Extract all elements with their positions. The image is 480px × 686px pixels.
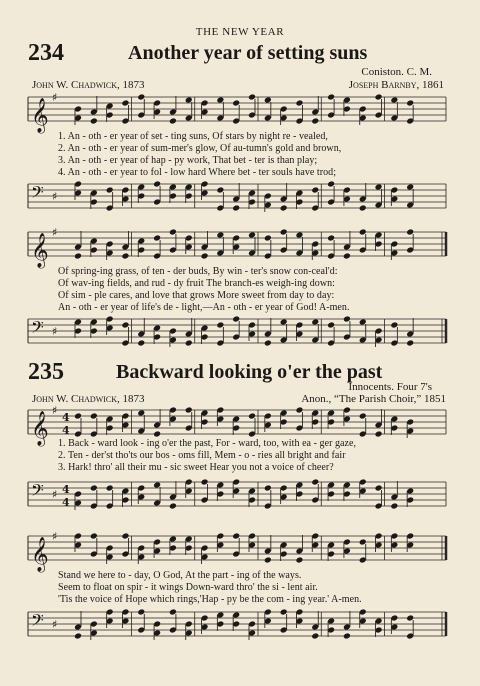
lyric-line: 2. Ten - der'st tho'ts our bos - oms fill, Mem - o - ries all bright and fair — [58, 450, 346, 461]
time-signature-top: 4 — [62, 411, 70, 424]
lyric-line: 2. An - oth - er year of sum-mer's glow, Of au-tumn's gold and brown, — [58, 143, 342, 154]
note-head — [137, 340, 145, 347]
time-signature-bottom: 4 — [62, 424, 70, 437]
note-head — [74, 633, 82, 640]
note-head — [264, 340, 272, 347]
bass-staff — [0, 313, 480, 353]
lyric-line: An - oth - er year of life's de - light,—An - oth - er year of God! A-men. — [58, 302, 350, 313]
note-head — [311, 118, 319, 125]
lyric-line: 3. Hark! thro' all their mu - sic sweet Hear you not a voice of cheer? — [58, 462, 334, 473]
treble-staff — [0, 91, 480, 131]
note-head — [311, 633, 319, 640]
note-head — [153, 431, 161, 438]
note-head — [232, 205, 240, 212]
note-head — [121, 253, 129, 260]
note-head — [74, 253, 82, 260]
note-head — [390, 503, 398, 510]
bass-clef-icon: 𝄢 — [31, 610, 44, 634]
lyric-line: Stand we here to - day, O God, At the part - ing of the ways. — [58, 570, 302, 581]
note-head — [343, 253, 351, 260]
bass-staff — [0, 178, 480, 218]
bass-clef-icon: 𝄢 — [31, 317, 44, 341]
sharp-icon: ♯ — [52, 325, 58, 338]
note-head — [343, 633, 351, 640]
note-head — [185, 340, 193, 347]
treble-staff — [0, 226, 480, 266]
tune-meta: Coniston. C. M. — [361, 66, 432, 78]
time-signature-top: 4 — [62, 483, 70, 496]
note-head — [295, 557, 303, 564]
bass-clef-icon: 𝄢 — [31, 182, 44, 206]
treble-clef-icon: 𝄞 — [31, 537, 49, 572]
bass-clef-icon: 𝄢 — [31, 480, 44, 504]
sharp-icon: ♯ — [52, 488, 58, 501]
composer-credit: Joseph Barnby, 1861 — [348, 79, 444, 91]
treble-clef-icon: 𝄞 — [31, 411, 49, 446]
note-head — [264, 557, 272, 564]
bass-staff — [0, 476, 480, 516]
note-head — [169, 118, 177, 125]
lyric-line: 'Tis the voice of Hope which rings,'Hap - py be the com - ing year.' A-men. — [58, 594, 362, 605]
note-head — [201, 253, 209, 260]
time-signature-bottom: 4 — [62, 496, 70, 509]
lyric-line: Of spring-ing grass, of ten - der buds, By win - ter's snow con-ceal'd: — [58, 266, 338, 277]
sharp-icon: ♯ — [52, 91, 58, 104]
bass-staff — [0, 606, 480, 646]
note-head — [169, 503, 177, 510]
sharp-icon: ♯ — [52, 226, 58, 239]
author-credit: John W. Chadwick, 1873 — [32, 393, 145, 405]
lyric-line: Of sim - ple cares, and love that grows More sweet from day to day: — [58, 290, 335, 301]
hymn-title: Backward looking o'er the past — [116, 361, 383, 383]
sharp-icon: ♯ — [52, 190, 58, 203]
lyric-line: Of wav-ing fields, and rud - dy fruit The branch-es weigh-ing down: — [58, 278, 335, 289]
note-head — [90, 118, 98, 125]
lyric-line: 1. An - oth - er year of set - ting suns, Of stars by night re - vealed, — [58, 131, 328, 142]
sharp-icon: ♯ — [52, 618, 58, 631]
treble-clef-icon: 𝄞 — [31, 98, 49, 133]
author-credit: John W. Chadwick, 1873 — [32, 79, 145, 91]
note-head — [375, 431, 383, 438]
tune-meta: Innocents. Four 7's — [348, 381, 432, 393]
note-head — [280, 205, 288, 212]
lyric-line: 1. Back - ward look - ing o'er the past, For - ward, too, with ea - ger gaze, — [58, 438, 357, 449]
hymn-title: Another year of setting suns — [128, 42, 368, 64]
sharp-icon: ♯ — [52, 530, 58, 543]
hymn-number: 234 — [28, 40, 64, 66]
hymn-number: 235 — [28, 359, 64, 385]
note-head — [406, 340, 414, 347]
running-head: THE NEW YEAR — [195, 26, 285, 38]
lyric-line: Seem to float on spir - it wings Down-ward thro' the si - lent air. — [58, 582, 318, 593]
lyric-line: 3. An - oth - er year of hap - py work, That bet - ter is than play; — [58, 155, 318, 166]
treble-clef-icon: 𝄞 — [31, 233, 49, 268]
composer-credit: Anon., “The Parish Choir,” 1851 — [301, 393, 446, 405]
treble-staff — [0, 530, 480, 570]
lyric-line: 4. An - oth - er year to fol - low hard Where bet - ter souls have trod; — [58, 167, 337, 178]
note-head — [359, 205, 367, 212]
sharp-icon: ♯ — [52, 404, 58, 417]
